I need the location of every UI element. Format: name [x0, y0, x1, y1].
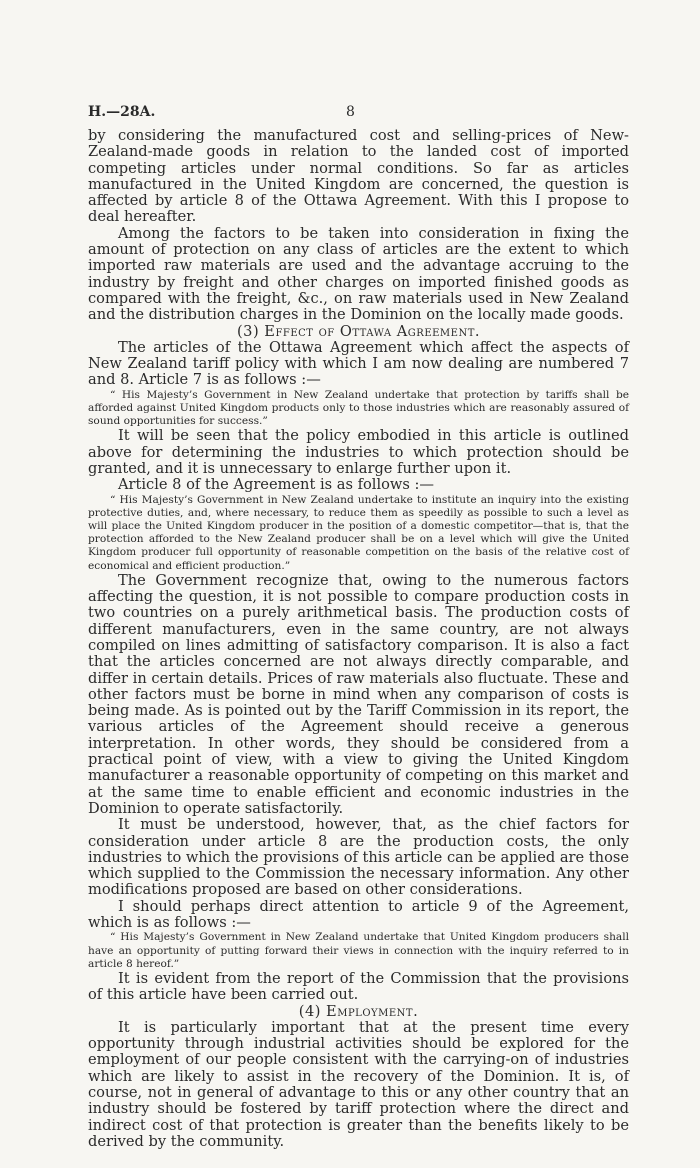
paragraph: The Government recognize that, owing to the numerous factors affecting the question, it is not possible to compare production costs in two countries on a purely arithmetical basis. The production costs of different manufacturers, even in the same country, are not always compiled on lines admitting of satisfactory comparison. It is also a fact that the articles concerned are not always directly comparable, and differ in certain details. Prices of raw materials also fluctuate. These and other factors must be borne in mind when any comparison of costs is being made. As is pointed out by the Tariff Commission in its report, the various articles of the Agreement should receive a generous interpretation. In other words, they should be considered from a practical point of view, with a view to giving the United Kingdom manufacturer a reasonable opportunity of competing on this market and at the same time to enable efficient and economic industries in the Dominion to operate satisfactorily. — [88, 571, 629, 817]
block-quote: “ His Majesty’s Government in New Zealand undertake that United Kingdom producers shall have an opportunity of putting forward their views in connection with the inquiry referred to in article 8 hereof.” — [88, 931, 629, 970]
paragraph: Among the factors to be taken into consideration in fixing the amount of protection on any class of articles are the extent to which imported raw materials are used and the advantage accruing to the industry by freight and other charges on imported finished goods as compared with the freight, &c., on raw materials used in New Zealand and the distribution charges in the Dominion on the locally made goods. — [88, 224, 629, 324]
section-heading: (4) Employment. — [298, 1002, 419, 1020]
paragraph: I should perhaps direct attention to article 9 of the Agreement, which is as follows :— — [88, 897, 629, 931]
paragraph: by considering the manufactured cost and selling-prices of New-Zealand-made goods in relation to the landed cost of imported competing articles under normal conditions. So far as articles manufactured in the United Kingdom are concerned, the question is affected by article 8 of the Ottawa Agreement. With this I propose to deal hereafter. — [88, 127, 629, 226]
paragraph: The articles of the Ottawa Agreement which affect the aspects of New Zealand tariff policy with which I am now dealing are numbered 7 and 8. Article 7 is as follows :— — [88, 338, 629, 389]
block-quote: “ His Majesty’s Government in New Zealand undertake that protection by tariffs shall be afforded against United Kingdom products only to those industries which are reasonably assured of sound opportunities for success.” — [88, 388, 629, 428]
paragraph: It is evident from the report of the Commission that the provisions of this article have been carried out. — [88, 969, 629, 1004]
paragraph: Article 8 of the Agreement is as follows :— — [118, 476, 435, 494]
page-number: 8 — [346, 104, 355, 120]
document-reference: H.—28A. — [88, 104, 156, 120]
block-quote: “ His Majesty’s Government in New Zealand undertake to institute an inquiry into the existing protective duties, and, where necessary, to reduce them as speedily as possible to such a level as will place the United Kingdom producer in the position of a domestic competitor—that is, that the protection afforded to the New Zealand producer shall be on a level which will give the United Kingdom producer full opportunity of reasonable competition on the basis of the relative cost of economical and efficient production.” — [88, 493, 629, 572]
paragraph: It will be seen that the policy embodied in this article is outlined above for determining the industries to which protection should be granted, and it is unnecessary to enlarge further upon it. — [88, 427, 629, 477]
page-header — [88, 104, 628, 124]
section-heading: (3) Effect of Ottawa Agreement. — [236, 322, 481, 340]
paragraph: It must be understood, however, that, as the chief factors for consideration under article 8 are the production costs, the only industries to which the provisions of this article can be applied are those which supplied to the Commission the necessary information. Any other modifications proposed are based on other considerations. — [88, 816, 629, 899]
paragraph: It is particularly important that at the present time every opportunity through industrial activities should be explored for the employment of our people consistent with the carrying-on of industries which are likely to assist in the recovery of the Dominion. It is, of course, not in general of advantage to this or any other country that an industry should be fostered by tariff protection where the direct and indirect cost of that protection is greater than the benefits likely to be derived by the community. — [88, 1018, 629, 1150]
document-body — [88, 128, 629, 1150]
